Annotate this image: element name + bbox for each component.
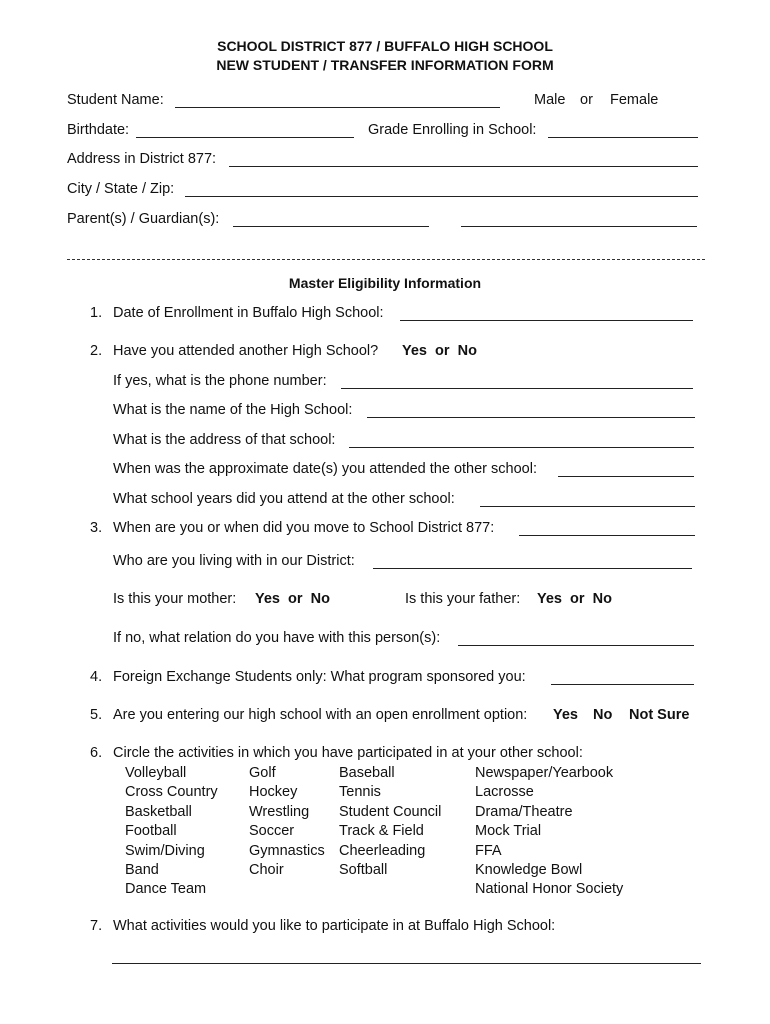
- q7-text: What activities would you like to participate in at Buffalo High School:: [113, 918, 556, 934]
- parents-label: Parent(s) / Guardian(s):: [67, 211, 220, 227]
- q6-text: Circle the activities in which you have participated in at your other school:: [113, 745, 583, 761]
- q2-number: 2.: [90, 343, 103, 359]
- activity-option[interactable]: Lacrosse: [475, 784, 534, 801]
- birthdate-field[interactable]: [136, 137, 354, 138]
- activity-option[interactable]: Gymnastics: [249, 842, 325, 859]
- activity-option[interactable]: Student Council: [339, 803, 442, 820]
- activities-column-3: [339, 764, 441, 880]
- q5-number: 5.: [90, 707, 103, 723]
- activity-option[interactable]: Baseball: [339, 765, 395, 781]
- q3-living-label: Who are you living with in our District:: [113, 553, 355, 569]
- activity-option[interactable]: Football: [125, 823, 177, 840]
- activity-option[interactable]: Cross Country: [125, 784, 218, 801]
- q2-years-field[interactable]: [480, 506, 695, 507]
- activity-option[interactable]: Tennis: [339, 784, 381, 801]
- form-title-line1: SCHOOL DISTRICT 877 / BUFFALO HIGH SCHOOL: [217, 38, 553, 54]
- q1-number: 1.: [90, 305, 103, 321]
- student-name-field[interactable]: [175, 107, 500, 108]
- q2-school-name-label: What is the name of the High School:: [113, 402, 353, 418]
- q3-field[interactable]: [519, 535, 695, 536]
- city-state-zip-label: City / State / Zip:: [67, 181, 175, 197]
- q3-mother-yes-no[interactable]: Yes or No: [255, 591, 330, 607]
- activity-option[interactable]: Swim/Diving: [125, 842, 205, 859]
- activity-option[interactable]: Cheerleading: [339, 842, 426, 859]
- activity-option[interactable]: Volleyball: [125, 765, 187, 781]
- q4-text: Foreign Exchange Students only: What program sponsored you:: [113, 669, 526, 685]
- birthdate-label: Birthdate:: [67, 122, 130, 138]
- activity-option[interactable]: National Honor Society: [475, 881, 624, 898]
- activity-option[interactable]: Golf: [249, 765, 276, 781]
- q2-school-address-field[interactable]: [349, 447, 694, 448]
- q2-phone-label: If yes, what is the phone number:: [113, 373, 327, 389]
- q2-dates-label: When was the approximate date(s) you attended the other school:: [113, 461, 537, 477]
- q3-father-yes-no[interactable]: Yes or No: [537, 591, 612, 607]
- section-title: Master Eligibility Information: [288, 275, 482, 291]
- q5-no-option[interactable]: No: [593, 707, 613, 723]
- q2-years-label: What school years did you attend at the other school:: [113, 491, 455, 507]
- q5-text: Are you entering our high school with an open enrollment option:: [113, 707, 528, 723]
- q1-text: Date of Enrollment in Buffalo High School:: [113, 305, 384, 321]
- q3-relation-label: If no, what relation do you have with this person(s):: [113, 630, 441, 646]
- q5-yes-option[interactable]: Yes: [553, 707, 578, 723]
- q2-school-address-label: What is the address of that school:: [113, 432, 336, 448]
- address-label: Address in District 877:: [67, 151, 217, 167]
- q4-field[interactable]: [551, 684, 694, 685]
- activities-column-4: [475, 764, 623, 900]
- grade-label: Grade Enrolling in School:: [368, 122, 537, 138]
- q2-yes-no[interactable]: Yes or No: [402, 343, 477, 359]
- activity-option[interactable]: Newspaper/Yearbook: [475, 765, 614, 781]
- parent1-field[interactable]: [233, 226, 429, 227]
- q6-number: 6.: [90, 745, 103, 761]
- q3-mother-label: Is this your mother:: [113, 591, 237, 607]
- male-option[interactable]: Male: [534, 92, 566, 108]
- q2-school-name-field[interactable]: [367, 417, 695, 418]
- student-name-label: Student Name:: [67, 92, 164, 108]
- q7-number: 7.: [90, 918, 103, 934]
- activity-option[interactable]: FFA: [475, 842, 502, 859]
- activity-option[interactable]: Knowledge Bowl: [475, 862, 583, 879]
- address-field[interactable]: [229, 166, 698, 167]
- activities-column-2: [249, 764, 325, 880]
- activity-option[interactable]: Wrestling: [249, 803, 310, 820]
- activity-option[interactable]: Drama/Theatre: [475, 803, 573, 820]
- activity-option[interactable]: Choir: [249, 862, 284, 879]
- activity-option[interactable]: Dance Team: [125, 881, 207, 898]
- female-option[interactable]: Female: [610, 92, 659, 108]
- q4-number: 4.: [90, 669, 103, 685]
- q3-living-field[interactable]: [373, 568, 692, 569]
- q2-text: Have you attended another High School?: [113, 343, 379, 359]
- form-title-line2: NEW STUDENT / TRANSFER INFORMATION FORM: [216, 57, 554, 73]
- q3-father-label: Is this your father:: [405, 591, 521, 607]
- section-divider: [67, 259, 705, 260]
- or-text: or: [580, 92, 593, 108]
- activity-option[interactable]: Softball: [339, 862, 388, 879]
- activities-column-1: [125, 764, 218, 900]
- activity-option[interactable]: Band: [125, 862, 159, 879]
- q2-phone-field[interactable]: [341, 388, 693, 389]
- q3-text: When are you or when did you move to School District 877:: [113, 520, 495, 536]
- activity-option[interactable]: Basketball: [125, 803, 192, 820]
- city-state-zip-field[interactable]: [185, 196, 698, 197]
- activity-option[interactable]: Mock Trial: [475, 823, 542, 840]
- q5-not-sure-option[interactable]: Not Sure: [629, 707, 690, 723]
- grade-field[interactable]: [548, 137, 698, 138]
- q2-dates-field[interactable]: [558, 476, 694, 477]
- parent2-field[interactable]: [461, 226, 697, 227]
- activity-option[interactable]: Soccer: [249, 823, 295, 840]
- q3-relation-field[interactable]: [458, 645, 694, 646]
- q7-field[interactable]: [112, 963, 701, 964]
- q1-field[interactable]: [400, 320, 693, 321]
- activity-option[interactable]: Hockey: [249, 784, 298, 801]
- q3-number: 3.: [90, 520, 103, 536]
- activity-option[interactable]: Track & Field: [339, 823, 424, 840]
